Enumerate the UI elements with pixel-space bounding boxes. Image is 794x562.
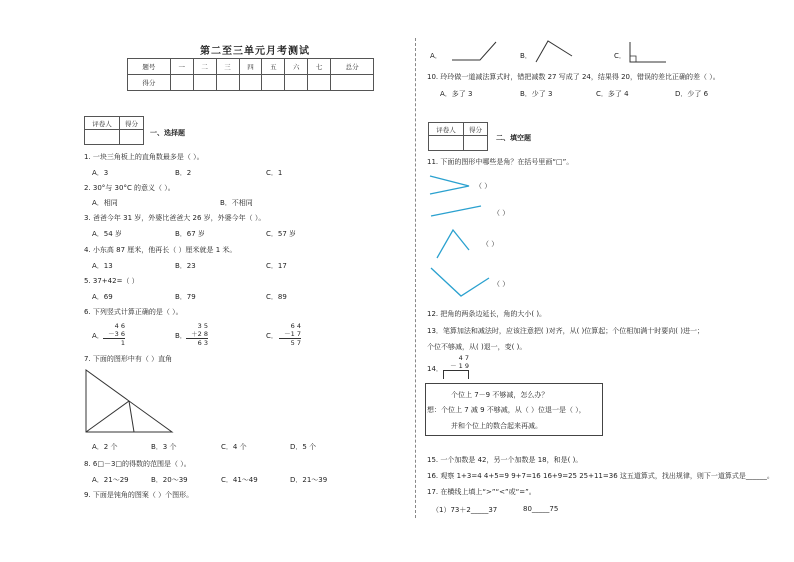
option[interactable]: B．3 个 — [151, 443, 177, 451]
question-15: 15. 一个加数是 42，另一个加数是 18，和是( )。 — [427, 456, 583, 464]
score-cell[interactable] — [193, 75, 216, 91]
calc-result-blank[interactable] — [443, 370, 469, 379]
vertical-calc-b — [186, 322, 208, 347]
grader-table-2 — [428, 122, 488, 151]
section-heading-2: 二、填空题 — [496, 134, 531, 142]
score-label: 得分 — [120, 117, 144, 130]
answer-bracket[interactable]: （ ） — [493, 280, 510, 288]
right-angle-c-icon — [628, 40, 668, 64]
compare-item-2[interactable]: 80_____75 — [523, 505, 559, 513]
score-header: 七 — [308, 59, 331, 75]
question-16: 16. 观察 1+3=4 4+5=9 9+7=16 16+9=25 25+11=36 这五道算式，找出规律，则下一道算式是______。 — [427, 472, 774, 480]
right-triangle-figure — [84, 368, 174, 434]
q14-vertical-calc — [443, 354, 469, 379]
score-header: 一 — [170, 59, 193, 75]
option[interactable]: A．54 岁 — [92, 230, 122, 238]
obtuse-angle-a-icon — [450, 40, 498, 62]
section-heading-1: 一、选择题 — [150, 129, 185, 137]
compare-item-1[interactable]: （1）73＋2_____37 — [432, 506, 498, 514]
score-cell[interactable] — [239, 75, 262, 91]
vertical-calc-c — [279, 322, 301, 347]
hint-line-3: 并和个位上的数合起来再减。 — [451, 422, 542, 430]
question-7: 7. 下面的图形中有（ ）直角 — [84, 355, 173, 363]
grader-cell[interactable] — [85, 130, 120, 145]
score-cell[interactable] — [170, 75, 193, 91]
option[interactable]: B．少了 3 — [520, 90, 553, 98]
page-title: 第二至三单元月考测试 — [200, 46, 310, 57]
option[interactable]: A．相同 — [92, 199, 118, 207]
score-cell[interactable] — [331, 75, 374, 91]
question-11: 11. 下面的图形中哪些是角？在括号里画“□”。 — [427, 158, 574, 166]
option[interactable]: C．57 岁 — [266, 230, 297, 238]
grader-table-1 — [84, 116, 144, 145]
vertical-calc-a — [103, 322, 125, 347]
option[interactable]: B． — [520, 52, 532, 60]
hint-line-2: 想：个位上 7 减 9 不够减，从（ ）位退一是（ ）， — [427, 406, 586, 414]
option[interactable]: A．21～29 — [92, 476, 129, 484]
calc-bottom: －3 6 — [108, 330, 125, 338]
calc-bottom: ＋2 8 — [191, 330, 208, 338]
option[interactable]: A． — [430, 52, 442, 60]
score-header: 三 — [216, 59, 239, 75]
calc-result: 5 7 — [279, 338, 301, 347]
option[interactable]: B．不相同 — [220, 199, 253, 207]
answer-bracket[interactable]: （ ） — [493, 209, 510, 217]
question-9: 9. 下面是钝角的图案（ ）个图形。 — [84, 491, 194, 499]
score-table — [127, 58, 374, 91]
score-header: 六 — [285, 59, 308, 75]
score-cell[interactable] — [464, 136, 488, 151]
option[interactable]: A．3 — [92, 169, 109, 177]
calc-top: 3 5 — [197, 322, 208, 330]
question-13: 13．笔算加法和减法时，应该注意把( )对齐，从( )位算起；个位相加满十时要向( )进一； — [427, 327, 704, 335]
score-header: 二 — [193, 59, 216, 75]
option[interactable]: C．1 — [266, 169, 283, 177]
option[interactable]: B．20～39 — [151, 476, 188, 484]
calc-result: 6 3 — [186, 338, 208, 347]
option[interactable]: C．41～49 — [221, 476, 258, 484]
question-12: 12. 把角的两条边延长，角的大小( )。 — [427, 310, 547, 318]
option[interactable]: D．少了 6 — [675, 90, 709, 98]
calc-top: 4 6 — [114, 322, 125, 330]
question-17: 17. 在横线上填上“>”“<”或“=”。 — [427, 488, 536, 496]
score-header: 四 — [239, 59, 262, 75]
question-4: 4. 小东高 87 厘米，他再长（ ）厘米就是 1 米。 — [84, 246, 237, 254]
option[interactable]: B．79 — [175, 293, 196, 301]
option[interactable]: A．13 — [92, 262, 113, 270]
score-cell[interactable] — [285, 75, 308, 91]
question-1: 1. 一块三角板上的直角数最多是（ ）。 — [84, 153, 204, 161]
option[interactable]: C．89 — [266, 293, 287, 301]
calc-top: 6 4 — [290, 322, 301, 330]
score-header: 五 — [262, 59, 285, 75]
option[interactable]: C．17 — [266, 262, 287, 270]
question-13-cont: 个位不够减，从( )退一，变( )。 — [427, 343, 527, 351]
score-label: 得分 — [464, 123, 488, 136]
option[interactable]: C． — [614, 52, 626, 60]
score-header: 总分 — [331, 59, 374, 75]
hint-line-1: 个位上 7－9 不够减，怎么办？ — [451, 391, 549, 399]
calc-top: 4 7 — [458, 354, 469, 362]
question-5: 5. 37+42=（ ） — [84, 277, 139, 285]
option[interactable]: A．69 — [92, 293, 113, 301]
option[interactable]: A．2 个 — [92, 443, 118, 451]
calc-result: 1 — [103, 338, 125, 347]
question-10: 10. 玲玲做一道减法算式时，错把减数 27 写成了 24，结果得 20，错误的差比正确的差（ ）。 — [427, 73, 720, 81]
calc-bottom: － 1 9 — [450, 362, 469, 370]
score-header: 题号 — [128, 59, 171, 75]
option[interactable]: D．21～39 — [290, 476, 328, 484]
question-3: 3. 爸爸今年 31 岁，外婆比爸爸大 26 岁，外婆今年（ ）。 — [84, 214, 266, 222]
grader-label: 评卷人 — [429, 123, 464, 136]
option[interactable]: D．5 个 — [290, 443, 317, 451]
option[interactable]: A． — [92, 332, 104, 340]
answer-bracket[interactable]: （ ） — [482, 240, 499, 248]
score-cell[interactable] — [216, 75, 239, 91]
page-divider — [415, 38, 416, 518]
option[interactable]: B．23 — [175, 262, 196, 270]
option[interactable]: C．4 个 — [221, 443, 247, 451]
grader-label: 评卷人 — [85, 117, 120, 130]
score-cell[interactable] — [308, 75, 331, 91]
question-8: 8. 6□－3□的得数的范围是（ ）。 — [84, 460, 191, 468]
question-2: 2. 30°与 30°C 的意义（ ）。 — [84, 184, 175, 192]
option[interactable]: C． — [266, 332, 278, 340]
calc-bottom: －1 7 — [284, 330, 301, 338]
option[interactable]: A．多了 3 — [440, 90, 473, 98]
question-6: 6. 下列竖式计算正确的是（ ）。 — [84, 308, 183, 316]
grader-cell[interactable] — [429, 136, 464, 151]
option[interactable]: B．2 — [175, 169, 192, 177]
score-row-label: 得分 — [128, 75, 171, 91]
option[interactable]: B． — [175, 332, 187, 340]
score-cell[interactable] — [262, 75, 285, 91]
obtuse-angle-b-icon — [534, 38, 574, 64]
option[interactable]: C．多了 4 — [596, 90, 629, 98]
answer-bracket[interactable]: （ ） — [475, 182, 492, 190]
option[interactable]: B．67 岁 — [175, 230, 205, 238]
question-14-label: 14． — [427, 365, 443, 373]
score-cell[interactable] — [120, 130, 144, 145]
